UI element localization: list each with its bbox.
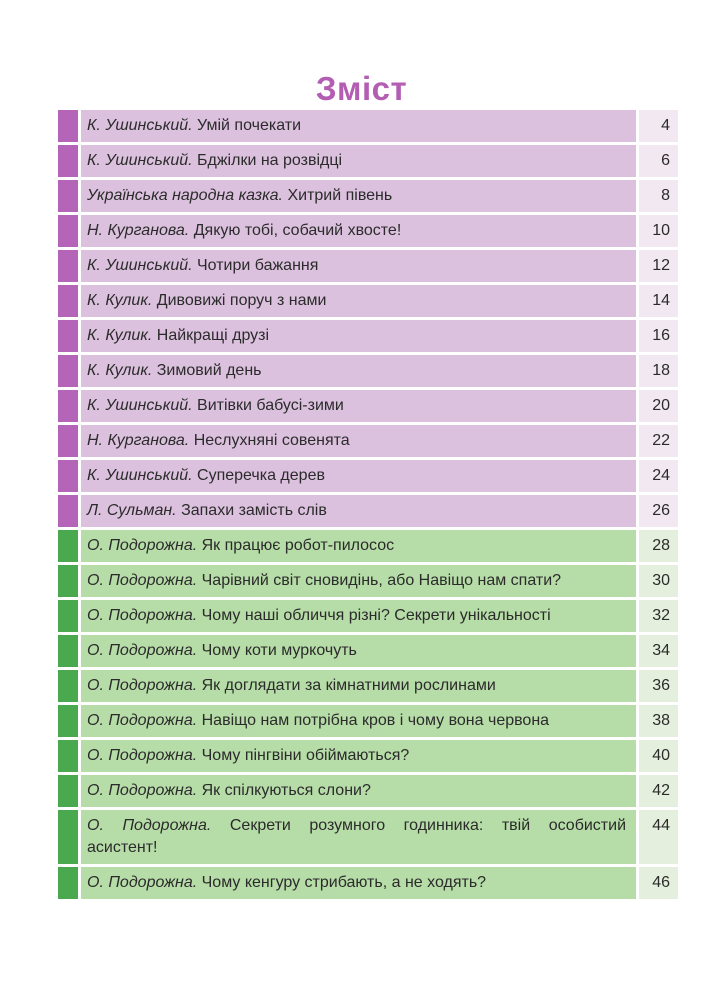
toc-author: К. Ушинський. (87, 257, 193, 274)
table-of-contents (58, 110, 678, 902)
toc-entry (81, 180, 636, 212)
section-color-bar (58, 320, 78, 352)
toc-title: Найкращі друзі (156, 327, 270, 344)
toc-page-number: 4 (639, 110, 678, 142)
toc-entry (81, 145, 636, 177)
toc-page-number: 38 (639, 705, 678, 737)
toc-title: Запахи замість слів (181, 502, 327, 519)
toc-author: О. Подорожна. (87, 607, 198, 624)
toc-title: Чарівний світ сновидінь, або Навіщо нам спати? (201, 572, 562, 589)
toc-title: Бджілки на розвідці (197, 152, 343, 169)
toc-row[interactable] (58, 250, 678, 282)
toc-page-number: 16 (639, 320, 678, 352)
section-color-bar (58, 670, 78, 702)
toc-title: Чому наші обличчя різні? Секрети унікальності (201, 607, 551, 624)
toc-entry-text (87, 872, 486, 894)
toc-page-number: 36 (639, 670, 678, 702)
toc-entry (81, 670, 636, 702)
section-color-bar (58, 635, 78, 667)
toc-entry-text (87, 290, 326, 312)
toc-row[interactable] (58, 530, 678, 562)
toc-page-number: 18 (639, 355, 678, 387)
toc-row[interactable] (58, 110, 678, 142)
toc-page-number: 8 (639, 180, 678, 212)
toc-author: К. Ушинський. (87, 117, 193, 134)
toc-row[interactable] (58, 600, 678, 632)
section-color-bar (58, 180, 78, 212)
toc-author: Л. Сульман. (87, 502, 177, 519)
section-color-bar (58, 705, 78, 737)
toc-entry (81, 565, 636, 597)
toc-page-number: 30 (639, 565, 678, 597)
toc-title: Дивовижі поруч з нами (156, 292, 327, 309)
toc-author: К. Ушинський. (87, 397, 193, 414)
toc-page-number: 34 (639, 635, 678, 667)
toc-entry (81, 390, 636, 422)
section-color-bar (58, 530, 78, 562)
toc-entry-text (87, 710, 549, 732)
toc-row[interactable] (58, 670, 678, 702)
toc-author: Н. Курганова. (87, 222, 190, 239)
toc-row[interactable] (58, 495, 678, 527)
toc-author: О. Подорожна. (87, 712, 198, 729)
section-color-bar (58, 250, 78, 282)
toc-page-number: 40 (639, 740, 678, 772)
toc-entry (81, 867, 636, 899)
toc-entry-text (87, 570, 561, 592)
toc-entry (81, 530, 636, 562)
toc-entry-text (87, 360, 262, 382)
toc-entry-text (87, 325, 269, 347)
toc-title: Чотири бажання (197, 257, 319, 274)
toc-page-number: 20 (639, 390, 678, 422)
toc-author: К. Кулик. (87, 362, 153, 379)
toc-entry-text (87, 185, 392, 207)
toc-entry-text (87, 535, 394, 557)
section-color-bar (58, 810, 78, 864)
toc-entry (81, 495, 636, 527)
toc-author: О. Подорожна. (87, 537, 198, 554)
toc-row[interactable] (58, 460, 678, 492)
toc-row[interactable] (58, 565, 678, 597)
toc-entry (81, 250, 636, 282)
section-color-bar (58, 285, 78, 317)
toc-entry (81, 215, 636, 247)
toc-entry-text (87, 745, 409, 767)
toc-entry (81, 600, 636, 632)
toc-row[interactable] (58, 355, 678, 387)
toc-row[interactable] (58, 635, 678, 667)
page-title: Зміст (315, 70, 408, 108)
toc-row[interactable] (58, 775, 678, 807)
toc-row[interactable] (58, 180, 678, 212)
toc-author: О. Подорожна. (87, 747, 198, 764)
toc-entry-text (87, 605, 551, 627)
toc-entry (81, 425, 636, 457)
toc-entry-text (87, 220, 401, 242)
toc-author: О. Подорожна. (87, 874, 198, 891)
section-color-bar (58, 215, 78, 247)
toc-entry (81, 285, 636, 317)
toc-author: К. Ушинський. (87, 152, 193, 169)
toc-title: Чому пінгвіни обіймаються? (201, 747, 410, 764)
section-color-bar (58, 867, 78, 899)
toc-author: О. Подорожна. (87, 572, 198, 589)
toc-author: О. Подорожна. (87, 782, 198, 799)
toc-row[interactable] (58, 425, 678, 457)
toc-entry (81, 740, 636, 772)
toc-row[interactable] (58, 285, 678, 317)
toc-title: Як працює робот-пилосос (201, 537, 395, 554)
toc-entry-text (87, 500, 327, 522)
toc-page-number: 6 (639, 145, 678, 177)
toc-author: К. Ушинський. (87, 467, 193, 484)
toc-title: Навіщо нам потрібна кров і чому вона червона (201, 712, 550, 729)
toc-author: Н. Курганова. (87, 432, 190, 449)
section-color-bar (58, 775, 78, 807)
toc-entry-text (87, 675, 496, 697)
section-color-bar (58, 390, 78, 422)
toc-row[interactable] (58, 320, 678, 352)
toc-row[interactable] (58, 215, 678, 247)
toc-entry (81, 705, 636, 737)
section-color-bar (58, 565, 78, 597)
toc-title: Неслухняні совенята (193, 432, 350, 449)
toc-page-number: 14 (639, 285, 678, 317)
section-color-bar (58, 600, 78, 632)
toc-page-number: 42 (639, 775, 678, 807)
toc-entry-text (87, 430, 350, 452)
toc-entry-text (87, 150, 342, 172)
toc-author: К. Кулик. (87, 327, 153, 344)
toc-title: Секрети розумного годинника: твій особистий асистент! (87, 817, 627, 856)
toc-title: Умій почекати (197, 117, 302, 134)
toc-title: Дякую тобі, собачий хвосте! (193, 222, 402, 239)
toc-entry (81, 110, 636, 142)
toc-author: К. Кулик. (87, 292, 153, 309)
section-color-bar (58, 460, 78, 492)
toc-title: Витівки бабусі-зими (197, 397, 344, 414)
toc-entry (81, 810, 636, 864)
toc-title: Чому кенгуру стрибають, а не ходять? (201, 874, 487, 891)
toc-title: Чому коти муркочуть (201, 642, 357, 659)
toc-row[interactable] (58, 867, 678, 899)
toc-author: О. Подорожна. (87, 677, 198, 694)
section-color-bar (58, 425, 78, 457)
toc-row[interactable] (58, 145, 678, 177)
section-color-bar (58, 110, 78, 142)
toc-entry-text (87, 815, 626, 859)
toc-row[interactable] (58, 740, 678, 772)
toc-page-number: 12 (639, 250, 678, 282)
toc-entry-text (87, 115, 301, 137)
toc-row[interactable] (58, 810, 678, 864)
toc-entry (81, 355, 636, 387)
section-color-bar (58, 355, 78, 387)
toc-author: Українська народна казка. (87, 187, 283, 204)
toc-title: Суперечка дерев (197, 467, 325, 484)
section-color-bar (58, 145, 78, 177)
toc-row[interactable] (58, 705, 678, 737)
toc-page-number: 22 (639, 425, 678, 457)
toc-page-number: 44 (639, 810, 678, 864)
toc-page-number: 28 (639, 530, 678, 562)
toc-author: О. Подорожна. (87, 642, 198, 659)
toc-entry (81, 775, 636, 807)
toc-title: Як доглядати за кімнатними рослинами (201, 677, 496, 694)
toc-page-number: 46 (639, 867, 678, 899)
section-color-bar (58, 740, 78, 772)
toc-entry (81, 460, 636, 492)
toc-entry-text (87, 780, 371, 802)
toc-author: О. Подорожна. (87, 817, 212, 834)
toc-entry (81, 635, 636, 667)
toc-title: Хитрий півень (287, 187, 393, 204)
toc-entry-text (87, 640, 357, 662)
toc-page-number: 26 (639, 495, 678, 527)
toc-entry (81, 320, 636, 352)
toc-entry-text (87, 465, 325, 487)
toc-row[interactable] (58, 390, 678, 422)
toc-entry-text (87, 255, 318, 277)
toc-entry-text (87, 395, 344, 417)
section-color-bar (58, 495, 78, 527)
toc-page-number: 24 (639, 460, 678, 492)
toc-page-number: 32 (639, 600, 678, 632)
toc-title: Зимовий день (156, 362, 262, 379)
toc-title: Як спілкуються слони? (201, 782, 371, 799)
toc-page-number: 10 (639, 215, 678, 247)
